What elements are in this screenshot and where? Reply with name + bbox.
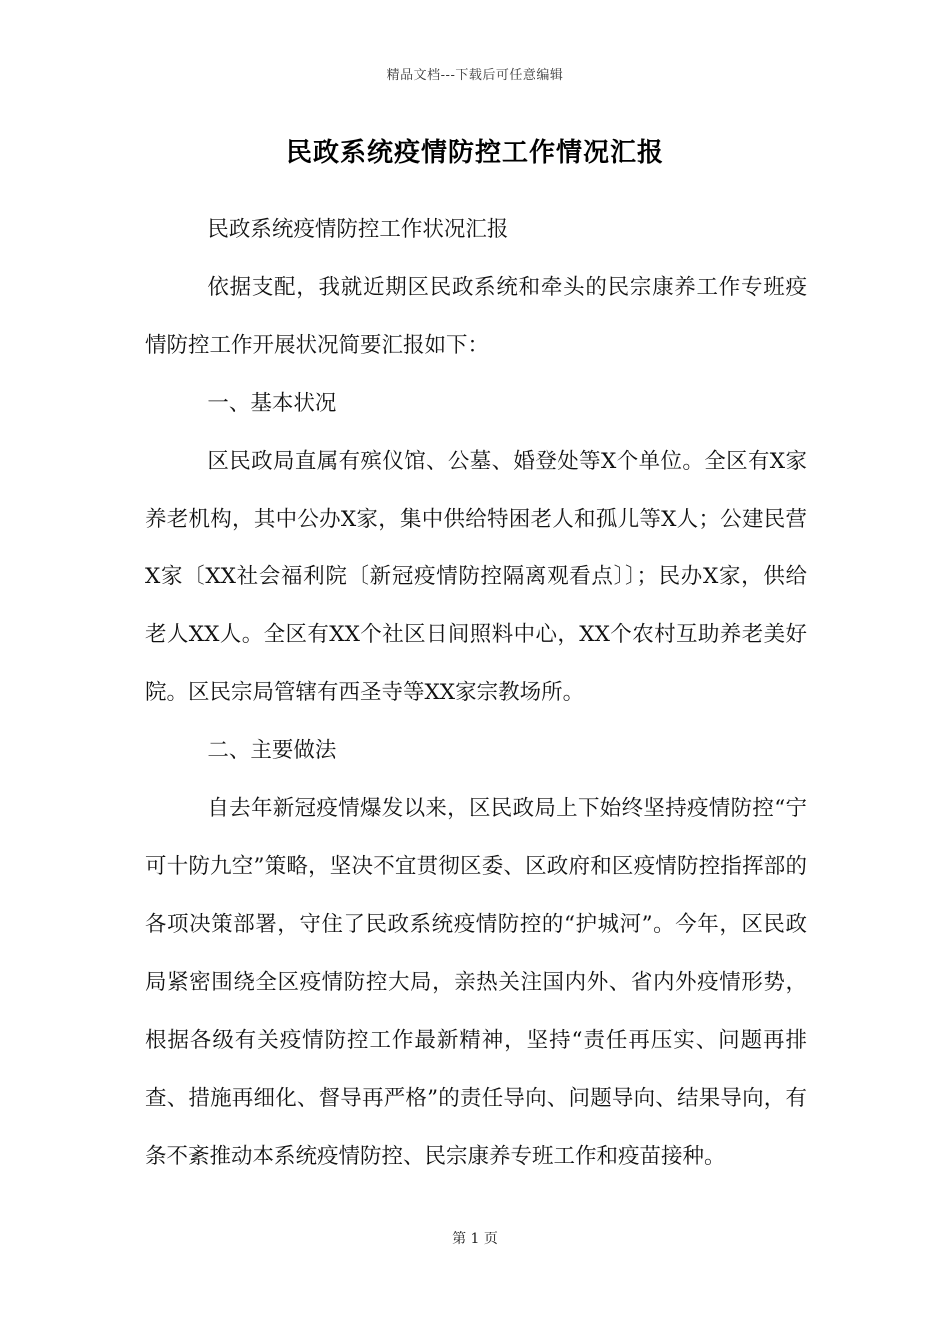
paragraph-basic-situation: 区民政局直属有殡仪馆、公墓、婚登处等X个单位。全区有X家养老机构，其中公办X家，集中供给特困老人和孤儿等X人；公建民营X家〔XX社会福利院〔新冠疫情防控隔离观看点〕〕；民办X家，供给老人XX人。全区有XX个社区日间照料中心，XX个农村互助养老美好院。区民宗局管辖有西圣寺等XX家宗教场所。 — [145, 448, 807, 706]
section-heading-basic-situation: 一、基本状况 — [207, 390, 337, 416]
document-body — [145, 201, 807, 1185]
document-title: 民政系统疫情防控工作情况汇报 — [285, 138, 664, 168]
paragraph-intro: 依据支配，我就近期区民政系统和牵头的民宗康养工作专班疫情防控工作开展状况简要汇报如下： — [145, 274, 807, 358]
document-header-note: 精品文档---下载后可任意编辑 — [386, 68, 564, 83]
page-number: 第 1 页 — [452, 1231, 498, 1247]
paragraph-subtitle: 民政系统疫情防控工作状况汇报 — [207, 217, 509, 242]
paragraph-main-practices: 自去年新冠疫情爆发以来，区民政局上下始终坚持疫情防控“宁可十防九空”策略，坚决不宜贯彻区委、区政府和区疫情防控指挥部的各项决策部署，守住了民政系统疫情防控的“护城河”。今年，区民政局紧密围绕全区疫情防控大局，亲热关注国内外、省内外疫情形势，根据各级有关疫情防控工作最新精神，坚持“责任再压实、问题再排查、措施再细化、督导再严格”的责任导向、问题导向、结果导向，有条不紊推动本系统疫情防控、民宗康养专班工作和疫苗接种。 — [145, 796, 807, 1169]
section-heading-main-practices: 二、主要做法 — [207, 738, 337, 764]
